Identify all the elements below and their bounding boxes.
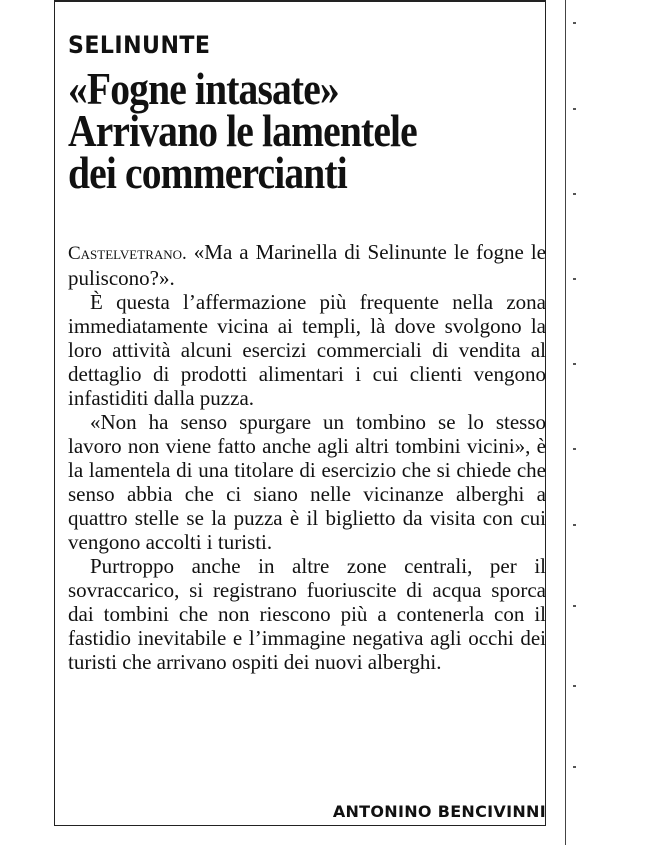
article-body [68,240,546,674]
margin-tick [573,766,576,768]
article-byline: ANTONINO BENCIVINNI [332,802,546,821]
headline-line-1: «Fogne intasate» [68,63,339,114]
margin-tick [573,685,576,687]
article-paragraph-1-text: «Ma a Marinella di Selinunte le fogne le puliscono?». [68,240,546,290]
adjacent-column-rule [565,0,566,845]
margin-tick [573,448,576,450]
margin-tick [573,22,576,24]
article-header [68,30,546,198]
margin-tick [573,193,576,195]
margin-tick [573,363,576,365]
article-paragraph-1 [68,240,546,290]
article-paragraph-4: Purtroppo anche in altre zone centrali, per il sovraccarico, si registrano fuoriuscite di acqua sporca dai tombini che non riescono più a contenerla con il fastidio inevitabile e l’immagine negativa agli occhi dei turisti che arrivano ospiti dei nuovi alberghi. [68,554,546,674]
article-paragraph-2: È questa l’affermazione più frequente nella zona immediatamente vicina ai templi, là dove svolgono la loro attività alcuni esercizi commerciali di vendita al dettaglio di prodotti alimentari i cui clienti vengono infastiditi dalla puzza. [68,290,546,410]
article-headline [68,63,550,198]
article-dateline: Castelvetrano. [68,243,187,264]
article-paragraph-3: «Non ha senso spurgare un tombino se lo stesso lavoro non viene fatto anche agli altri tombini vicini», è la lamentela di una titolare di esercizio che si chiede che senso abbia che ci siano nelle vicinanze alberghi a quattro stelle se la puzza è il biglietto da visita con cui vengono accolti i turisti. [68,410,546,554]
margin-tick [573,524,576,526]
margin-tick [573,605,576,607]
margin-tick [573,278,576,280]
article-kicker: SELINUNTE [68,31,211,59]
margin-tick [573,108,576,110]
headline-line-2: Arrivano le lamentele [68,105,417,156]
headline-line-3: dei commercianti [68,147,347,198]
